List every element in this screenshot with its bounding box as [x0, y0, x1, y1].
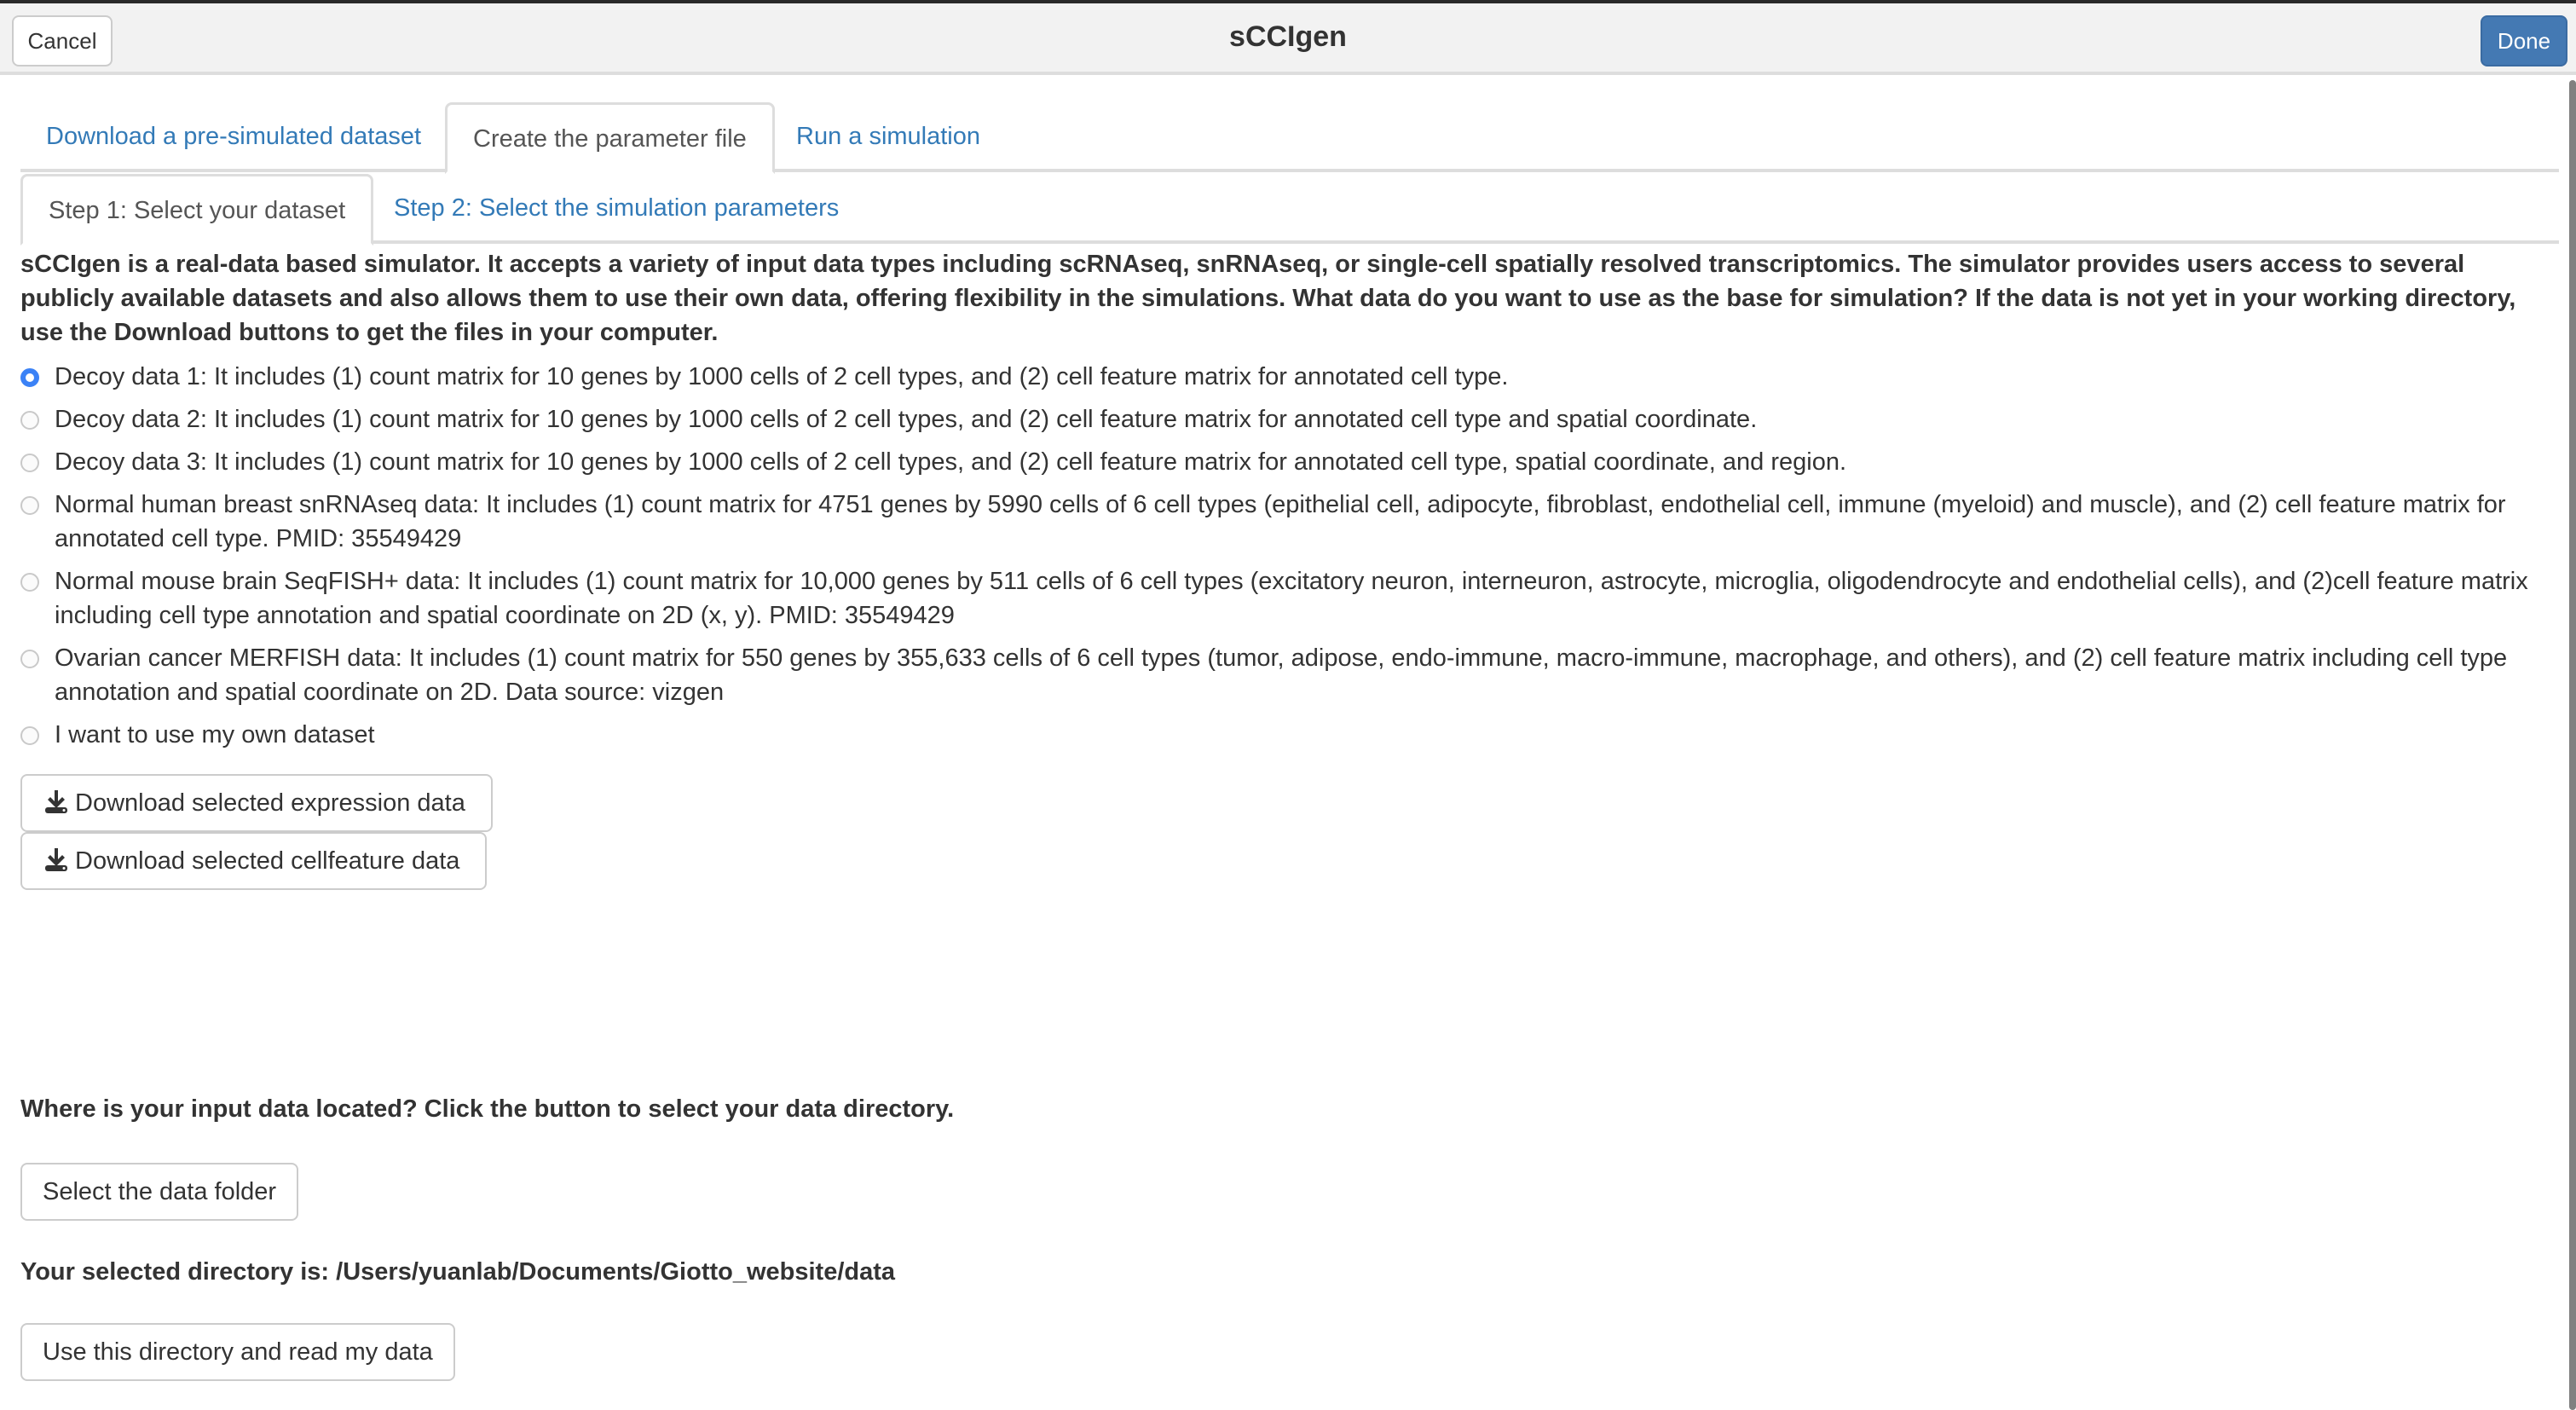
radio-button[interactable]: [20, 411, 39, 430]
dataset-radio-group: [20, 360, 2559, 752]
data-location-question: Where is your input data located? Click the button to select your data directory.: [20, 1095, 955, 1123]
download-icon: [44, 789, 68, 814]
option-label: Decoy data 2: It includes (1) count matrix for 10 genes by 1000 cells of 2 cell types, and (2) cell feature matrix for annotated cell type and spatial coordinate.: [55, 406, 1758, 433]
radio-button-checked[interactable]: [20, 368, 39, 387]
option-label: I want to use my own dataset: [55, 721, 375, 748]
step-tabs: [20, 174, 2559, 244]
radio-button[interactable]: [20, 454, 39, 472]
radio-button[interactable]: [20, 650, 39, 668]
download-cellfeature-label: Download selected cellfeature data: [75, 847, 460, 875]
dataset-option-decoy-3[interactable]: [20, 445, 2559, 479]
download-icon: [44, 847, 68, 872]
tab-download-pre-simulated[interactable]: Download a pre-simulated dataset: [46, 123, 422, 150]
dataset-option-decoy-1[interactable]: [20, 360, 2559, 394]
select-data-folder-button[interactable]: Select the data folder: [20, 1163, 298, 1221]
dataset-option-mouse-brain[interactable]: [20, 564, 2559, 633]
intro-text: sCCIgen is a real-data based simulator. It accepts a variety of input data types including scRNAseq, snRNAseq, or single-cell spatially resolved transcriptomics. The simulator provides users access to several publicly available datasets and also allows them to use their own data, offering flexibility in the simulations. What data do you want to use as the base for simulation? If the data is not yet in your working directory, use the Download buttons to get the files in your computer.: [20, 251, 2516, 346]
vertical-scrollbar[interactable]: [2569, 80, 2576, 1410]
dataset-option-decoy-2[interactable]: [20, 402, 2559, 436]
tab-step2-simulation-parameters[interactable]: Step 2: Select the simulation parameters: [394, 194, 840, 222]
download-cellfeature-button[interactable]: [20, 832, 487, 890]
dataset-option-own-dataset[interactable]: [20, 718, 2559, 752]
step1-panel: [20, 247, 2559, 760]
option-label: Ovarian cancer MERFISH data: It includes (1) count matrix for 550 genes by 355,633 cells of 6 cell types (tumor, adipose, endo-immune, macro-immune, macrophage, and others), and (2) cell feature matrix including cell type annotation and spatial coordinate on 2D. Data source: vizgen: [55, 644, 2508, 706]
main-tabs: [20, 102, 2559, 172]
download-expression-button[interactable]: [20, 774, 493, 832]
cancel-button[interactable]: Cancel: [12, 15, 113, 66]
use-directory-button[interactable]: Use this directory and read my data: [20, 1323, 455, 1381]
radio-button[interactable]: [20, 573, 39, 592]
app-title: sCCIgen: [1229, 20, 1347, 53]
download-expression-label: Download selected expression data: [75, 789, 465, 817]
tab-step1-select-dataset[interactable]: Step 1: Select your dataset: [20, 174, 373, 246]
dataset-option-ovarian-cancer[interactable]: [20, 641, 2559, 709]
option-label: Decoy data 1: It includes (1) count matrix for 10 genes by 1000 cells of 2 cell types, and (2) cell feature matrix for annotated cell type.: [55, 363, 1509, 390]
dataset-option-human-breast[interactable]: [20, 488, 2559, 556]
tab-create-parameter-file[interactable]: Create the parameter file: [445, 102, 775, 174]
option-label: Normal human breast snRNAseq data: It includes (1) count matrix for 4751 genes by 5990 cells of 6 cell types (epithelial cell, adipocyte, fibroblast, endothelial cell, immune (myeloid) and muscle), and (2) cell feature matrix for annotated cell type. PMID: 35549429: [55, 491, 2506, 552]
radio-button[interactable]: [20, 726, 39, 745]
option-label: Normal mouse brain SeqFISH+ data: It includes (1) count matrix for 10,000 genes by 511 cells of 6 cell types (excitatory neuron, interneuron, astrocyte, microglia, oligodendrocyte and endothelial cells), and (2)cell feature matrix including cell type annotation and spatial coordinate on 2D (x, y). PMID: 35549429: [55, 568, 2528, 629]
top-bar: [0, 0, 2576, 75]
done-button[interactable]: Done: [2481, 15, 2567, 66]
selected-directory-text: Your selected directory is: /Users/yuanlab/Documents/Giotto_website/data: [20, 1258, 896, 1286]
option-label: Decoy data 3: It includes (1) count matrix for 10 genes by 1000 cells of 2 cell types, and (2) cell feature matrix for annotated cell type, spatial coordinate, and region.: [55, 448, 1847, 476]
tab-run-simulation[interactable]: Run a simulation: [796, 123, 980, 150]
radio-button[interactable]: [20, 496, 39, 515]
